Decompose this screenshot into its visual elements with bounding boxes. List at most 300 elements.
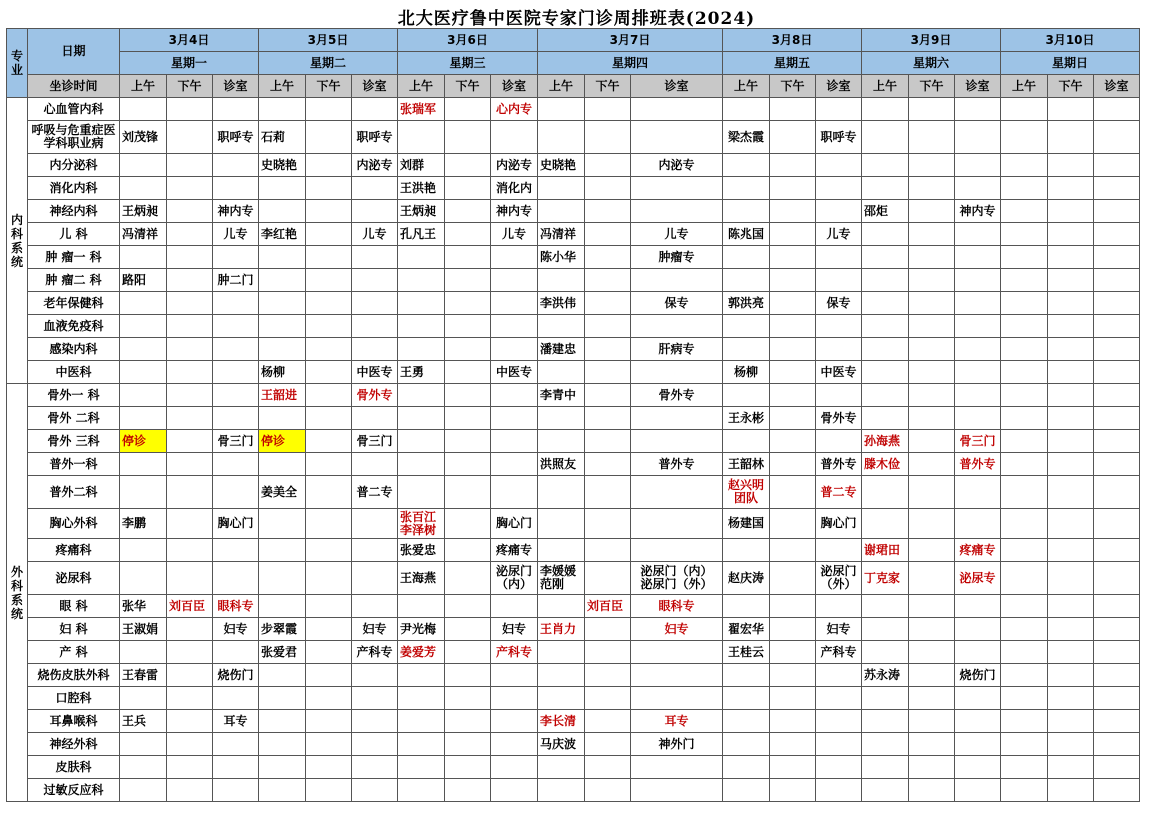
doctor-cell: [909, 200, 955, 223]
doctor-cell: [259, 453, 306, 476]
room-cell: [955, 407, 1001, 430]
room-cell: [816, 779, 862, 802]
table-row: [7, 361, 1140, 384]
room-cell: 烧伤门: [213, 664, 259, 687]
room-cell: [352, 177, 398, 200]
doctor-cell: [585, 618, 631, 641]
date-cell: 3月7日: [538, 29, 723, 52]
doctor-cell: [398, 779, 445, 802]
doctor-cell: [306, 98, 352, 121]
doctor-cell: 丁克家: [862, 562, 909, 595]
room-cell: [1094, 618, 1140, 641]
doctor-cell: 李洪伟: [538, 292, 585, 315]
doctor-cell: [538, 315, 585, 338]
doctor-cell: [306, 430, 352, 453]
am-header: 上午: [862, 75, 909, 98]
doctor-cell: [909, 384, 955, 407]
doctor-cell: [538, 595, 585, 618]
department-name: 普外一科: [28, 453, 120, 476]
doctor-cell: [770, 664, 816, 687]
doctor-cell: [259, 539, 306, 562]
doctor-cell: [306, 407, 352, 430]
department-name: 骨外 三科: [28, 430, 120, 453]
room-cell: 普二专: [816, 476, 862, 509]
doctor-cell: [770, 430, 816, 453]
doctor-cell: 张爱君: [259, 641, 306, 664]
weekday-cell: 星期五: [723, 52, 862, 75]
doctor-cell: [909, 476, 955, 509]
doctor-cell: [1048, 687, 1094, 710]
room-cell: [491, 384, 538, 407]
doctor-cell: [259, 177, 306, 200]
room-cell: [955, 361, 1001, 384]
doctor-cell: 王韶进: [259, 384, 306, 407]
doctor-cell: [398, 595, 445, 618]
doctor-cell: [1001, 453, 1048, 476]
doctor-cell: 王永彬: [723, 407, 770, 430]
doctor-cell: 王韶林: [723, 453, 770, 476]
room-cell: [816, 177, 862, 200]
doctor-cell: [306, 595, 352, 618]
doctor-cell: [445, 269, 491, 292]
room-cell: [491, 733, 538, 756]
doctor-cell: [1048, 246, 1094, 269]
doctor-cell: 李媛媛 范刚: [538, 562, 585, 595]
room-cell: [955, 756, 1001, 779]
doctor-cell: [445, 618, 491, 641]
table-row: [7, 269, 1140, 292]
doctor-cell: [909, 539, 955, 562]
doctor-cell: [398, 292, 445, 315]
doctor-cell: [862, 154, 909, 177]
room-cell: 肿二门: [213, 269, 259, 292]
doctor-cell: 步翠霞: [259, 618, 306, 641]
doctor-cell: [862, 756, 909, 779]
department-name: 感染内科: [28, 338, 120, 361]
doctor-cell: 王炳昶: [398, 200, 445, 223]
doctor-cell: [398, 476, 445, 509]
doctor-cell: [1048, 407, 1094, 430]
room-cell: [213, 361, 259, 384]
doctor-cell: [770, 338, 816, 361]
room-cell: [352, 453, 398, 476]
doctor-cell: [120, 756, 167, 779]
doctor-cell: [585, 710, 631, 733]
doctor-cell: [909, 246, 955, 269]
doctor-cell: 刘百臣: [585, 595, 631, 618]
doctor-cell: 潘建忠: [538, 338, 585, 361]
room-cell: [955, 121, 1001, 154]
doctor-cell: [306, 453, 352, 476]
doctor-cell: [398, 407, 445, 430]
doctor-cell: [306, 562, 352, 595]
department-name: 儿 科: [28, 223, 120, 246]
schedule-table: [6, 28, 1140, 802]
doctor-cell: [538, 779, 585, 802]
doctor-cell: 张爱忠: [398, 539, 445, 562]
room-cell: [955, 476, 1001, 509]
room-cell: 眼科专: [631, 595, 723, 618]
doctor-cell: [445, 733, 491, 756]
am-header: 上午: [538, 75, 585, 98]
doctor-cell: [909, 710, 955, 733]
room-cell: [631, 779, 723, 802]
doctor-cell: [770, 121, 816, 154]
room-cell: [1094, 121, 1140, 154]
doctor-cell: [167, 509, 213, 539]
weekday-cell: 星期三: [398, 52, 538, 75]
room-cell: [955, 338, 1001, 361]
doctor-cell: [723, 664, 770, 687]
doctor-cell: [398, 269, 445, 292]
doctor-cell: [306, 539, 352, 562]
doctor-cell: [585, 121, 631, 154]
doctor-cell: [120, 315, 167, 338]
room-cell: 产科专: [352, 641, 398, 664]
doctor-cell: [306, 177, 352, 200]
weekday-cell: 星期日: [1001, 52, 1140, 75]
doctor-cell: [445, 476, 491, 509]
room-cell: [631, 641, 723, 664]
room-cell: [352, 407, 398, 430]
doctor-cell: 石莉: [259, 121, 306, 154]
doctor-cell: [1001, 509, 1048, 539]
doctor-cell: [585, 384, 631, 407]
pm-header: 下午: [167, 75, 213, 98]
doctor-cell: [167, 338, 213, 361]
doctor-cell: [167, 361, 213, 384]
doctor-cell: [398, 664, 445, 687]
doctor-cell: [398, 384, 445, 407]
doctor-cell: [770, 562, 816, 595]
room-cell: 中医专: [816, 361, 862, 384]
doctor-cell: [585, 269, 631, 292]
doctor-cell: [723, 710, 770, 733]
department-name: 神经外科: [28, 733, 120, 756]
doctor-cell: [120, 562, 167, 595]
doctor-cell: [445, 539, 491, 562]
room-header: 诊室: [352, 75, 398, 98]
doctor-cell: 张瑞军: [398, 98, 445, 121]
room-cell: 妇专: [352, 618, 398, 641]
doctor-cell: [167, 562, 213, 595]
doctor-cell: [909, 430, 955, 453]
doctor-cell: [909, 756, 955, 779]
department-name: 消化内科: [28, 177, 120, 200]
doctor-cell: [1001, 361, 1048, 384]
department-name: 烧伤皮肤外科: [28, 664, 120, 687]
doctor-cell: [306, 246, 352, 269]
doctor-cell: [306, 223, 352, 246]
doctor-cell: [770, 177, 816, 200]
room-cell: [213, 98, 259, 121]
doctor-cell: [723, 430, 770, 453]
group-label: [7, 98, 28, 384]
doctor-cell: [770, 733, 816, 756]
room-cell: 骨三门: [955, 430, 1001, 453]
doctor-cell: 王淑娟: [120, 618, 167, 641]
table-row: [7, 453, 1140, 476]
department-name: 泌尿科: [28, 562, 120, 595]
room-cell: [352, 200, 398, 223]
doctor-cell: [306, 710, 352, 733]
room-cell: [1094, 430, 1140, 453]
table-row: [7, 200, 1140, 223]
doctor-cell: [585, 476, 631, 509]
department-name: 胸心外科: [28, 509, 120, 539]
doctor-cell: [538, 756, 585, 779]
doctor-cell: [259, 315, 306, 338]
room-cell: 妇专: [631, 618, 723, 641]
room-cell: [213, 246, 259, 269]
doctor-cell: [167, 733, 213, 756]
doctor-cell: [167, 710, 213, 733]
doctor-cell: [445, 595, 491, 618]
doctor-cell: [1048, 539, 1094, 562]
doctor-cell: 郭洪亮: [723, 292, 770, 315]
doctor-cell: [538, 177, 585, 200]
doctor-cell: 王海燕: [398, 562, 445, 595]
doctor-cell: [585, 338, 631, 361]
room-cell: [816, 595, 862, 618]
room-cell: [1094, 641, 1140, 664]
pm-header: 下午: [909, 75, 955, 98]
doctor-cell: [398, 687, 445, 710]
table-row: [7, 595, 1140, 618]
doctor-cell: [1001, 756, 1048, 779]
doctor-cell: 李鹏: [120, 509, 167, 539]
doctor-cell: [723, 733, 770, 756]
room-cell: [213, 384, 259, 407]
doctor-cell: [862, 733, 909, 756]
doctor-cell: 张百江 李泽树: [398, 509, 445, 539]
doctor-cell: [259, 687, 306, 710]
room-cell: 骨外专: [816, 407, 862, 430]
room-cell: [631, 269, 723, 292]
doctor-cell: [862, 710, 909, 733]
date-cell: 3月4日: [120, 29, 259, 52]
doctor-cell: [1001, 407, 1048, 430]
room-cell: [213, 539, 259, 562]
doctor-cell: 杨柳: [723, 361, 770, 384]
doctor-cell: [259, 779, 306, 802]
room-cell: [816, 315, 862, 338]
date-cell: 3月9日: [862, 29, 1001, 52]
doctor-cell: [585, 779, 631, 802]
doctor-cell: [862, 361, 909, 384]
doctor-cell: [1048, 121, 1094, 154]
room-header: 诊室: [816, 75, 862, 98]
doctor-cell: [909, 641, 955, 664]
internal-group-label: 内科系统: [10, 212, 23, 269]
room-cell: [816, 733, 862, 756]
doctor-cell: [770, 618, 816, 641]
doctor-cell: [306, 618, 352, 641]
doctor-cell: [909, 154, 955, 177]
room-cell: [955, 618, 1001, 641]
date-header: 日期: [28, 29, 120, 75]
doctor-cell: [862, 509, 909, 539]
doctor-cell: [398, 710, 445, 733]
room-cell: [1094, 98, 1140, 121]
doctor-cell: [1048, 733, 1094, 756]
doctor-cell: [306, 779, 352, 802]
doctor-cell: [306, 476, 352, 509]
doctor-cell: [120, 246, 167, 269]
room-cell: 神内专: [213, 200, 259, 223]
doctor-cell: [398, 338, 445, 361]
room-cell: [1094, 539, 1140, 562]
doctor-cell: [445, 315, 491, 338]
doctor-cell: [723, 539, 770, 562]
room-cell: 骨外专: [631, 384, 723, 407]
room-cell: [491, 595, 538, 618]
doctor-cell: 孔凡王: [398, 223, 445, 246]
room-cell: [631, 476, 723, 509]
doctor-cell: [1001, 200, 1048, 223]
doctor-cell: [1048, 641, 1094, 664]
room-cell: [1094, 407, 1140, 430]
doctor-cell: [585, 562, 631, 595]
doctor-cell: [585, 641, 631, 664]
room-cell: 肝病专: [631, 338, 723, 361]
doctor-cell: [538, 269, 585, 292]
slot-header: 坐诊时间: [28, 75, 120, 98]
room-cell: [816, 269, 862, 292]
room-cell: 泌尿门（内） 泌尿门（外）: [631, 562, 723, 595]
weekday-cell: 星期二: [259, 52, 398, 75]
room-header: 诊室: [213, 75, 259, 98]
doctor-cell: [538, 641, 585, 664]
doctor-cell: [1048, 223, 1094, 246]
doctor-cell: [167, 223, 213, 246]
doctor-cell: [909, 664, 955, 687]
department-name: 中医科: [28, 361, 120, 384]
room-cell: 中医专: [352, 361, 398, 384]
room-cell: 胸心门: [213, 509, 259, 539]
room-cell: [955, 509, 1001, 539]
am-header: 上午: [398, 75, 445, 98]
room-cell: [816, 710, 862, 733]
room-cell: [352, 595, 398, 618]
doctor-cell: [723, 384, 770, 407]
room-cell: [1094, 733, 1140, 756]
room-cell: [816, 200, 862, 223]
doctor-cell: 王兵: [120, 710, 167, 733]
room-cell: [631, 200, 723, 223]
doctor-cell: [538, 361, 585, 384]
doctor-cell: [259, 595, 306, 618]
doctor-cell: [585, 177, 631, 200]
room-cell: 肿瘤专: [631, 246, 723, 269]
doctor-cell: [909, 453, 955, 476]
room-cell: [1094, 177, 1140, 200]
table-row: [7, 756, 1140, 779]
room-cell: 职呼专: [352, 121, 398, 154]
room-header: 诊室: [1094, 75, 1140, 98]
doctor-cell: 王洪艳: [398, 177, 445, 200]
table-row: [7, 177, 1140, 200]
doctor-cell: [585, 246, 631, 269]
doctor-cell: [1048, 98, 1094, 121]
doctor-cell: [585, 733, 631, 756]
doctor-cell: [1001, 384, 1048, 407]
doctor-cell: [306, 315, 352, 338]
doctor-cell: 李红艳: [259, 223, 306, 246]
doctor-cell: [862, 121, 909, 154]
doctor-cell: [1048, 453, 1094, 476]
room-cell: [631, 664, 723, 687]
room-cell: 泌尿专: [955, 562, 1001, 595]
doctor-cell: [167, 246, 213, 269]
doctor-cell: [120, 384, 167, 407]
doctor-cell: [1001, 98, 1048, 121]
doctor-cell: [120, 453, 167, 476]
specialty-header: [7, 29, 28, 98]
room-cell: [491, 430, 538, 453]
doctor-cell: [398, 315, 445, 338]
doctor-cell: [862, 98, 909, 121]
room-header: 诊室: [491, 75, 538, 98]
doctor-cell: [445, 384, 491, 407]
doctor-cell: [909, 223, 955, 246]
doctor-cell: [1048, 361, 1094, 384]
doctor-cell: 苏永涛: [862, 664, 909, 687]
department-name: 骨外 二科: [28, 407, 120, 430]
doctor-cell: [445, 200, 491, 223]
room-cell: [213, 476, 259, 509]
room-cell: [631, 539, 723, 562]
room-cell: [1094, 200, 1140, 223]
room-cell: [352, 292, 398, 315]
doctor-cell: [538, 539, 585, 562]
doctor-cell: [770, 539, 816, 562]
doctor-cell: 路阳: [120, 269, 167, 292]
doctor-cell: [306, 384, 352, 407]
room-cell: [491, 121, 538, 154]
doctor-cell: 停诊: [259, 430, 306, 453]
am-header: 上午: [723, 75, 770, 98]
doctor-cell: [909, 509, 955, 539]
doctor-cell: [1048, 269, 1094, 292]
room-cell: 骨三门: [213, 430, 259, 453]
doctor-cell: 邵炬: [862, 200, 909, 223]
room-cell: 神内专: [491, 200, 538, 223]
room-cell: [1094, 779, 1140, 802]
room-cell: [1094, 595, 1140, 618]
room-cell: [352, 756, 398, 779]
doctor-cell: [538, 664, 585, 687]
doctor-cell: [120, 641, 167, 664]
doctor-cell: [1001, 269, 1048, 292]
room-cell: [213, 562, 259, 595]
room-cell: [816, 384, 862, 407]
room-cell: 保专: [631, 292, 723, 315]
room-cell: [352, 664, 398, 687]
room-cell: [213, 453, 259, 476]
room-cell: [352, 98, 398, 121]
room-cell: [955, 641, 1001, 664]
doctor-cell: [259, 246, 306, 269]
doctor-cell: 翟宏华: [723, 618, 770, 641]
doctor-cell: [306, 756, 352, 779]
doctor-cell: 谢珺田: [862, 539, 909, 562]
room-cell: [1094, 223, 1140, 246]
room-cell: [816, 664, 862, 687]
department-name: 口腔科: [28, 687, 120, 710]
doctor-cell: [445, 641, 491, 664]
doctor-cell: [1001, 315, 1048, 338]
